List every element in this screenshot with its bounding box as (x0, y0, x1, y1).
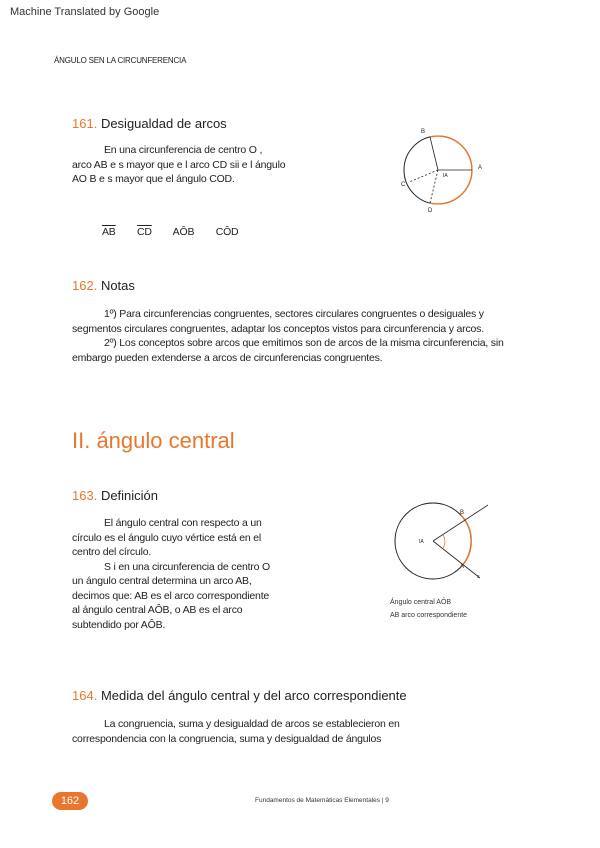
label-a: A (478, 165, 483, 171)
section-161-heading (72, 116, 227, 131)
page-number-badge: 162 (52, 792, 88, 810)
section-164-heading (72, 688, 407, 703)
section-number: 163. (72, 488, 98, 503)
chapter-title: II. ángulo central (72, 428, 235, 453)
figure-caption-2: AB arco correspondiente (390, 612, 468, 619)
label-d: D (428, 208, 433, 214)
text-line: un ángulo central determina un arco AB, (72, 575, 252, 587)
label-c: C (401, 182, 406, 188)
section-161-symbols (102, 225, 238, 240)
section-title: Notas (100, 278, 135, 293)
symbol-angle-cod: CÔD (215, 226, 239, 238)
section-title: Definición (100, 488, 159, 503)
running-header: ÁNGULO SEN LA CIRCUNFERENCIA (54, 56, 187, 65)
section-title: Desigualdad de arcos (100, 116, 227, 131)
text-line: AO B e s mayor que el ángulo COD. (72, 173, 235, 185)
text-line: centro del círculo. (72, 546, 152, 558)
symbol-arc-ab: $\overline{AB}$ (102, 226, 116, 238)
text-line: decimos que: AB es el arco correspondiente (72, 589, 270, 602)
section-161-text (72, 143, 332, 187)
section-163-text (72, 516, 312, 632)
translator-note: Machine Translated by Google (10, 6, 160, 18)
text-line: al ángulo central AÔB, o AB es el arco (72, 604, 243, 616)
footer-text: Fundamentos de Matemáticas Elementales | 9 (255, 797, 389, 804)
label-a: A (460, 564, 465, 570)
angle-label: IA (419, 539, 424, 545)
figure-arc-inequality (390, 120, 500, 215)
section-number: 162. (72, 278, 98, 293)
paragraph: 2º) Los conceptos sobre arcos que emitimos son de arcos de la misma circunferencia, sin embargo pueden extenderse a arcos de circunferencias congruentes. (72, 337, 504, 364)
text-line: La congruencia, suma y desigualdad de arcos se establecieron en (104, 718, 400, 730)
section-number: 164. (72, 688, 98, 703)
figure-central-angle (388, 498, 498, 588)
text-line: En una circunferencia de centro O , (104, 144, 263, 156)
text-line: arco AB e s mayor que e l arco CD sii e l ángulo (72, 158, 286, 171)
symbol-arc-cd: $\overline{CD}$ (137, 226, 152, 238)
label-b: B (421, 129, 426, 135)
symbol-angle-aob: AÔB (172, 226, 195, 238)
text-line: círculo es el ángulo cuyo vértice está en el (72, 531, 262, 544)
section-number: 161. (72, 116, 98, 131)
text-line: El ángulo central con respecto a un (104, 517, 262, 529)
section-162-text (72, 307, 534, 365)
section-title: Medida del ángulo central y del arco correspondiente (100, 688, 407, 703)
section-162-heading (72, 278, 135, 293)
section-163-heading (72, 488, 158, 503)
ray-label: s (477, 574, 480, 580)
section-164-text (72, 717, 512, 746)
figure-caption-1: Ángulo central AÔB (390, 599, 452, 606)
text-line: subtendido por AÔB. (72, 618, 166, 631)
angle-mark: IA (443, 173, 448, 179)
text-line: S i en una circunferencia de centro O (104, 560, 270, 573)
label-b: B (460, 510, 465, 516)
text-line: correspondencia con la congruencia, suma y desigualdad de ángulos (72, 732, 382, 745)
paragraph: 1º) Para circunferencias congruentes, sectores circulares congruentes o desiguales y segmentos circulares congruentes, adaptar los conceptos vistos para circunferencia y arcos. (72, 308, 484, 335)
